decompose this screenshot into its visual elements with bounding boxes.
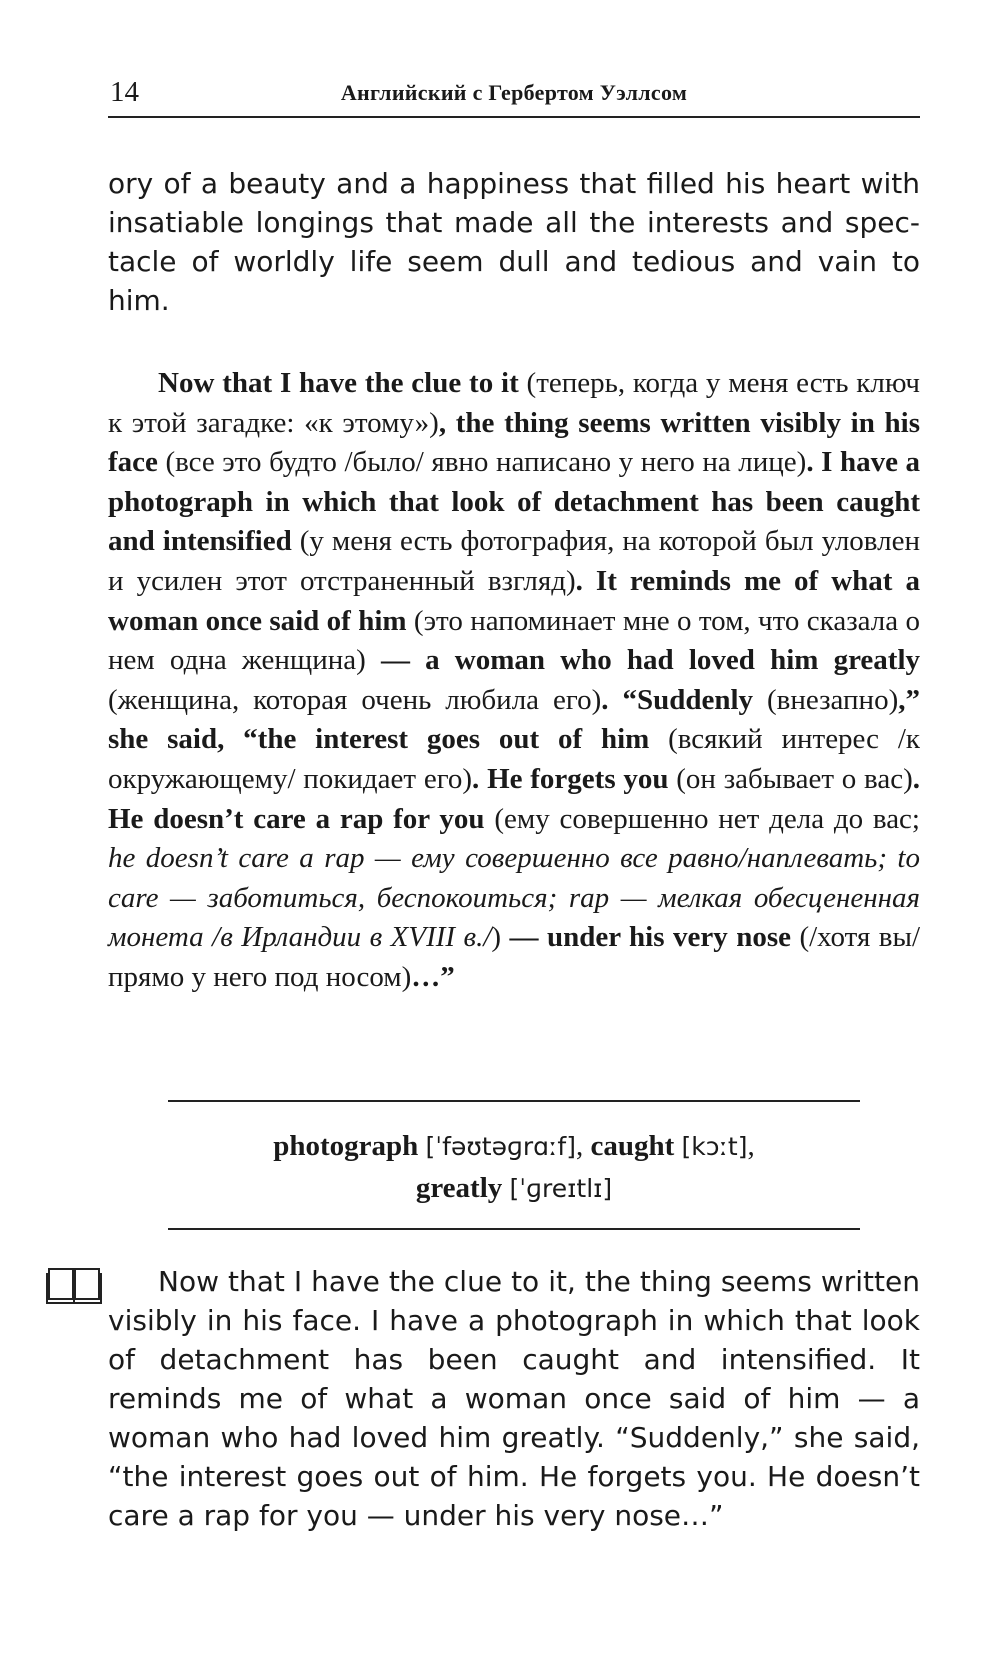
english-phrase: — under his very nose — [509, 921, 791, 954]
running-title: Английский с Гербертом Уэллсом — [340, 80, 688, 105]
english-phrase: . He forgets you — [472, 762, 669, 795]
pron-separator: , — [575, 1130, 591, 1162]
russian-translation: (все это будто /было/ явно написано у него на лице) — [157, 446, 807, 479]
pron-transcription: [ˈfəʊtəɡrɑːf] — [425, 1132, 576, 1161]
russian-translation: (это напоминает мне о том, что сказала о нем одна женщина) — [108, 604, 920, 677]
russian-translation: (он забывает о вас) — [668, 762, 913, 795]
page-header — [108, 72, 920, 118]
pronunciation-line-2 — [108, 1167, 920, 1210]
english-phrase: . I have a photograph in which that look of detachment has been caught and intensified — [108, 446, 920, 558]
open-book-icon — [46, 1268, 102, 1304]
english-paragraph: Now that I have the clue to it, the thing seems written visibly in his face. I have a photograph in which that look of detachment has been caught and intensified. It reminds me of what a woman once said of him — a woman who had loved him greatly. “Suddenly,” she said, “the interest goes out of him. He forgets you. He doesn’t care a rap for you — under his very nose…” — [108, 1265, 920, 1532]
pron-word: caught — [590, 1130, 675, 1162]
english-phrase: ,” she said, “the interest goes out of him — [108, 683, 920, 756]
english-phrase: . He doesn’t care a rap for you — [108, 762, 920, 835]
divider-bottom — [168, 1228, 860, 1230]
continuation-paragraph: ory of a beauty and a happiness that filled his heart with insatiable longings that made all the interests and spectacle of worldly life seem dull and tedious and vain to him. — [108, 167, 920, 317]
english-phrase: , the thing seems written visibly in his face — [108, 406, 921, 479]
russian-translation: ) — [491, 921, 510, 954]
english-phrase: — a woman who had loved him greatly — [380, 644, 921, 677]
annotated-paragraph — [108, 364, 920, 998]
russian-translation: (у меня есть фотография, на которой был уловлен и усилен этот отстраненный взгляд) — [108, 525, 920, 597]
russian-translation: (теперь, когда у меня есть ключ к этой загадке: «к этому») — [108, 367, 920, 439]
russian-translation: (женщина, которая очень любила его) — [108, 683, 602, 716]
english-phrase: …” — [411, 960, 455, 993]
pron-transcription: [kɔːt] — [681, 1132, 748, 1161]
russian-translation: (всякий интерес /к окружающему/ покидает его) — [108, 723, 921, 795]
pron-transcription: [ˈɡreɪtlɪ] — [509, 1174, 613, 1203]
vocabulary-note: he doesn’t care a rap — ему совершенно все равно/наплевать; to care — заботиться, беспокоиться; rap — мелкая обесцененная монета /в Ирландии в XVIII в./ — [108, 842, 920, 954]
pron-word: photograph — [273, 1130, 419, 1162]
russian-translation: (ему совершенно нет дела до вас; — [484, 802, 920, 835]
english-phrase: . It reminds me of what a woman once said of him — [108, 564, 920, 637]
pron-separator: , — [747, 1130, 755, 1162]
pronunciation-line-1 — [108, 1125, 920, 1168]
divider-top — [168, 1100, 860, 1102]
english-phrase: . “Suddenly — [601, 683, 754, 716]
pron-word: greatly — [415, 1172, 503, 1204]
russian-translation: (внезапно) — [753, 683, 899, 716]
page-number: 14 — [110, 76, 139, 108]
russian-translation: (/хотя вы/ прямо у него под носом) — [108, 921, 920, 993]
english-phrase: Now that I have the clue to it — [158, 367, 519, 399]
